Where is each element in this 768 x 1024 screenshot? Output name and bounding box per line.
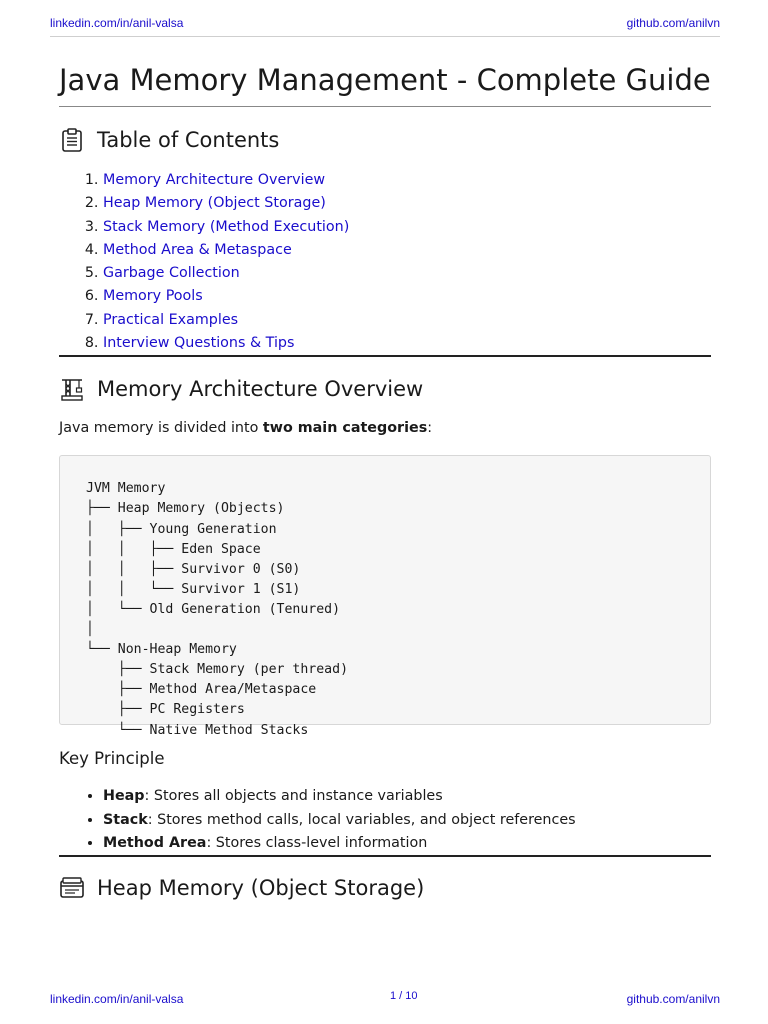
intro-text: Java memory is divided into	[59, 420, 263, 437]
architecture-heading	[59, 374, 711, 404]
page-title: Java Memory Management - Complete Guide	[59, 60, 711, 107]
toc-item	[103, 239, 711, 262]
toc-link-3[interactable]: Stack Memory (Method Execution)	[103, 218, 350, 235]
memory-tree-code: JVM Memory ├── Heap Memory (Objects) │ ├── Young Generation │ │ ├── Eden Space │ │ ├── Survivor 0 (S0) │ │ └── Survivor 1 (S1) │ └── Old Generation (Tenured) │ └── Non-Heap Memory ├── Stack Memory (per thread) ├── Method Area/Metaspace ├── PC Registers └── Native Method Stacks	[86, 481, 349, 738]
intro-emphasis: two main categories	[262, 420, 428, 437]
construction-icon	[59, 376, 85, 402]
heap-heading	[59, 873, 711, 903]
list-item	[103, 832, 711, 855]
github-link[interactable]: github.com/anilvn	[626, 16, 720, 30]
toc-link-6[interactable]: Memory Pools	[103, 288, 203, 305]
list-item	[103, 809, 711, 832]
clipboard-icon	[59, 127, 85, 153]
toc-link-5[interactable]: Garbage Collection	[103, 265, 240, 282]
principle-term: Method Area	[103, 834, 207, 851]
toc-item	[103, 285, 711, 308]
page-header	[50, 14, 720, 37]
toc-item	[103, 169, 711, 192]
card-index-icon	[59, 875, 85, 901]
principle-term: Stack	[103, 811, 148, 828]
intro-suffix: :	[427, 420, 433, 437]
architecture-heading-text: Memory Architecture Overview	[97, 377, 424, 402]
toc-item	[103, 332, 711, 355]
toc-link-1[interactable]: Memory Architecture Overview	[103, 172, 326, 188]
page-footer	[50, 990, 720, 1010]
heap-heading-text: Heap Memory (Object Storage)	[97, 876, 425, 901]
linkedin-link[interactable]: linkedin.com/in/anil-valsa	[50, 992, 184, 1006]
code-block	[59, 455, 711, 738]
toc-item	[103, 262, 711, 285]
toc-link-8[interactable]: Interview Questions & Tips	[103, 335, 295, 352]
toc-link-2[interactable]: Heap Memory (Object Storage)	[103, 195, 326, 212]
section-divider	[59, 855, 711, 857]
list-item	[103, 785, 711, 808]
principles-list	[59, 785, 711, 855]
page-number: 1 / 10	[390, 990, 418, 1002]
principle-term: Heap	[103, 788, 145, 805]
toc-link-4[interactable]: Method Area & Metaspace	[103, 241, 292, 258]
document-body	[59, 60, 711, 903]
principle-desc: : Stores all objects and instance variables	[144, 788, 443, 805]
principle-desc: : Stores method calls, local variables, and object references	[147, 811, 576, 828]
toc-list	[59, 169, 711, 355]
toc-heading-text: Table of Contents	[97, 128, 280, 152]
key-principle-heading: Key Principle	[59, 749, 165, 769]
section-divider	[59, 355, 711, 357]
toc-link-7[interactable]: Practical Examples	[103, 311, 239, 328]
principle-desc: : Stores class-level information	[206, 834, 428, 851]
linkedin-link[interactable]: linkedin.com/in/anil-valsa	[50, 16, 184, 30]
github-link[interactable]: github.com/anilvn	[626, 992, 720, 1006]
toc-heading	[59, 125, 711, 155]
toc-item	[103, 216, 711, 239]
architecture-intro	[59, 417, 711, 439]
toc-item	[103, 309, 711, 332]
toc-item	[103, 192, 711, 215]
